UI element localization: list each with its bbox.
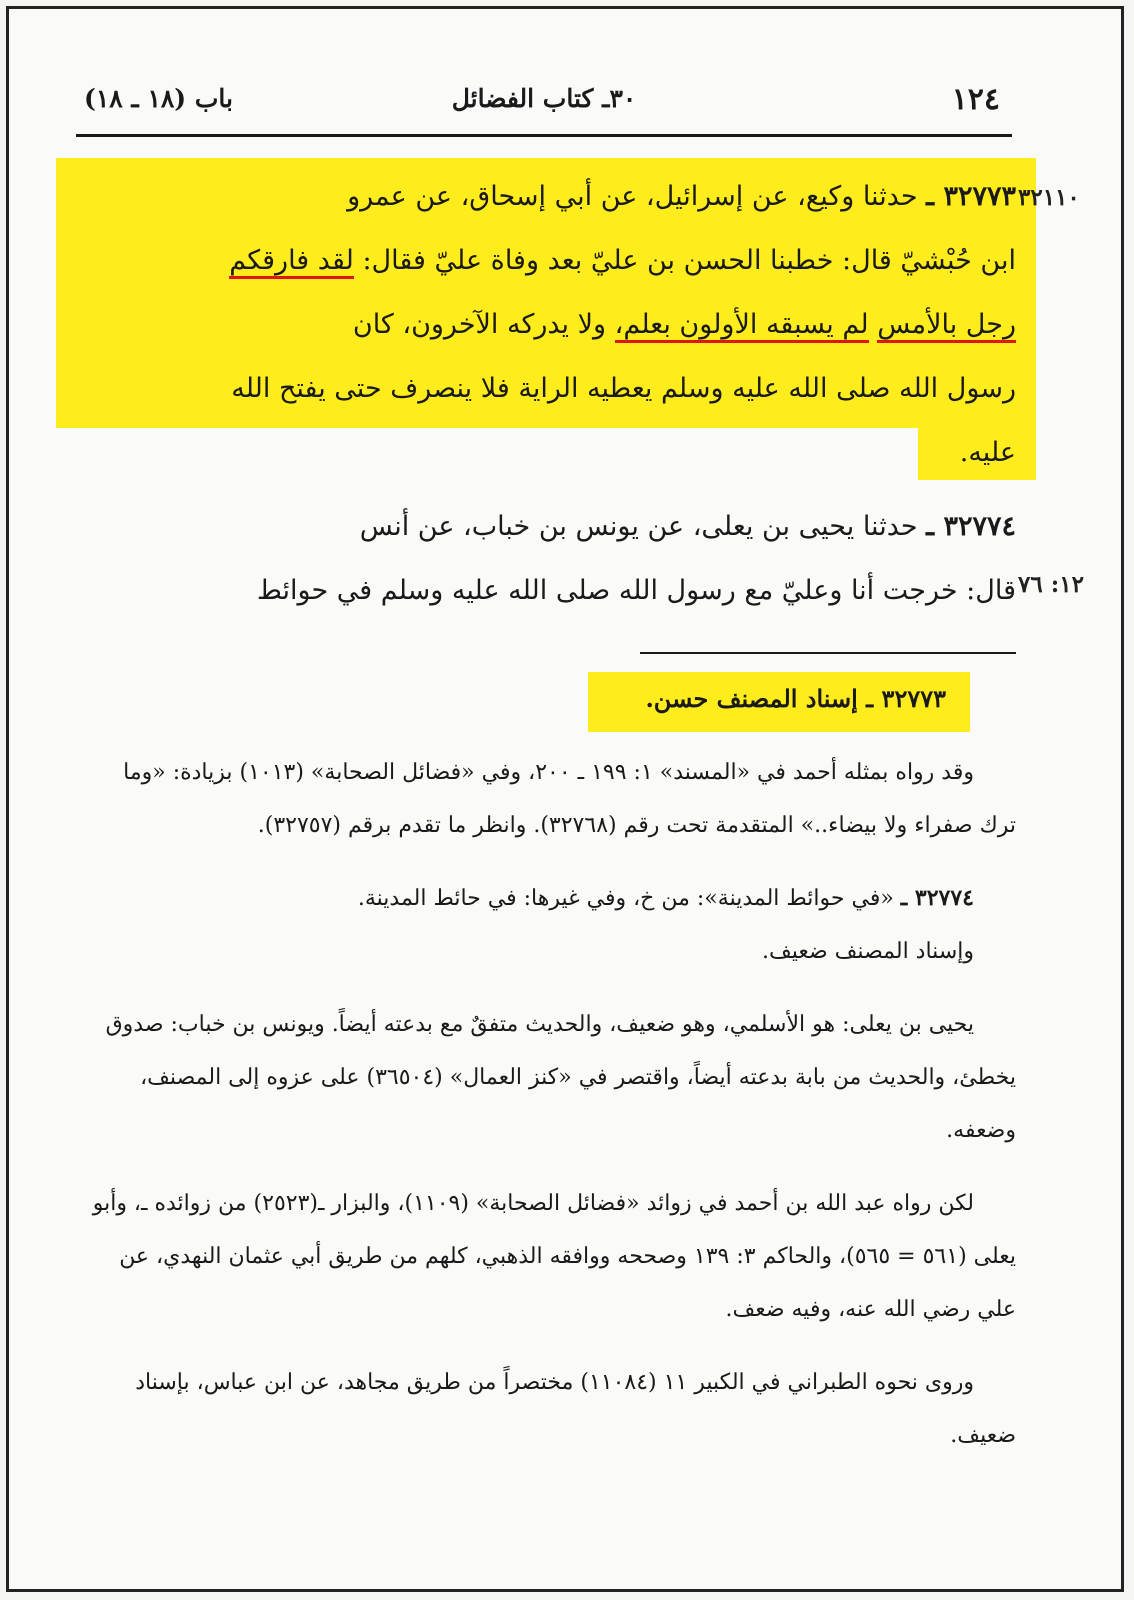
page-header bbox=[76, 78, 1012, 124]
page-number: ١٢٤ bbox=[951, 82, 1000, 117]
note-text: يحيى بن يعلى: هو الأسلمي، وهو ضعيف، والحديث متفقٌ مع بدعته أيضاً. ويونس بن خباب: صدوق يخطئ، والحديث من بابة بدعته أيضاً، واقتصر في «كنز العمال» (٣٦٥٠٤) على عزوه إلى المصنف، وضعفه. bbox=[105, 1012, 1016, 1143]
underlined-text: رجل بالأمس bbox=[877, 309, 1016, 343]
text-line bbox=[78, 495, 1016, 559]
text-segment: قال: خرجت أنا وعليّ مع رسول الله صلى الله عليه وسلم في حوائط bbox=[256, 575, 1016, 606]
text-segment: رسول الله صلى الله عليه وسلم يعطيه الراية فلا ينصرف حتى يفتح الله bbox=[231, 373, 1016, 404]
hadith-number: ٣٢٧٧٤ ـ bbox=[926, 511, 1016, 542]
note-paragraph bbox=[80, 1356, 1016, 1462]
text-line bbox=[78, 559, 1016, 623]
note-paragraph bbox=[80, 925, 1016, 978]
note-heading: ٣٢٧٧٣ ـ إسناد المصنف حسن. bbox=[645, 684, 946, 713]
underlined-text: لم يسبقه الأولون بعلم، bbox=[615, 309, 869, 343]
hadith-32774 bbox=[78, 495, 1016, 623]
hadith-32773 bbox=[78, 165, 1016, 485]
text-line bbox=[78, 357, 1016, 421]
chapter-label: باب (١٨ ـ ١٨) bbox=[84, 84, 233, 113]
text-line bbox=[78, 293, 1016, 357]
note-text: وروى نحوه الطبراني في الكبير ١١ (١١٠٨٤) مختصراً من طريق مجاهد، عن ابن عباس، بإسناد ضعيف. bbox=[135, 1370, 1016, 1448]
note-paragraph bbox=[80, 872, 1016, 925]
hadith-number: ٣٢٧٧٣ ـ bbox=[926, 181, 1016, 212]
text-segment: عليه. bbox=[959, 437, 1016, 468]
text-line bbox=[78, 229, 1016, 293]
footnotes bbox=[80, 678, 1016, 1482]
note-text: وقد رواه بمثله أحمد في «المسند» ١: ١٩٩ ـ ٢٠٠، وفي «فضائل الصحابة» (١٠١٣) بزيادة: «وما ترك صفراء ولا بيضاء..» المتقدمة تحت رقم (٣٢٧٦٨). وانظر ما تقدم برقم (٣٢٧٥٧). bbox=[123, 760, 1016, 838]
text-line bbox=[78, 165, 1016, 229]
note-heading: ٣٢٧٧٤ ـ bbox=[900, 885, 974, 911]
header-divider bbox=[76, 134, 1012, 137]
note-text: «في حوائط المدينة»: من خ، وفي غيرها: في حائط المدينة. bbox=[357, 886, 894, 911]
note-paragraph bbox=[80, 746, 1016, 852]
margin-ref-1: ٣٢١١٠ bbox=[1018, 184, 1080, 211]
text-segment: ولا يدركه الآخرون، كان bbox=[352, 309, 607, 340]
text-segment: حدثنا يحيى بن يعلى، عن يونس بن خباب، عن أنس bbox=[359, 511, 918, 542]
note-paragraph bbox=[80, 998, 1016, 1157]
underlined-text: لقد فارقكم bbox=[229, 245, 354, 279]
note-32773-heading-row bbox=[80, 678, 1016, 728]
text-segment: ابن حُبْشيّ قال: خطبنا الحسن بن عليّ بعد وفاة عليّ فقال: bbox=[362, 245, 1016, 276]
footnote-divider bbox=[640, 652, 1016, 654]
margin-ref-2: ١٢: ٧٦ bbox=[1018, 571, 1084, 598]
text-line bbox=[78, 421, 1016, 485]
book-title: ٣٠ـ كتاب الفضائل bbox=[451, 84, 637, 113]
text-segment: حدثنا وكيع، عن إسرائيل، عن أبي إسحاق، عن عمرو bbox=[347, 181, 918, 212]
note-text: لكن رواه عبد الله بن أحمد في زوائد «فضائل الصحابة» (١١٠٩)، والبزار ـ(٢٥٢٣) من زوائده ـ، وأبو يعلى (٥٦١ = ٥٦٥)، والحاكم ٣: ١٣٩ وصححه ووافقه الذهبي، كلهم من طريق أبي عثمان النهدي، عن علي رضي الله عنه، وفيه ضعف. bbox=[92, 1191, 1016, 1322]
note-paragraph bbox=[80, 1177, 1016, 1336]
note-text: وإسناد المصنف ضعيف. bbox=[761, 939, 974, 964]
